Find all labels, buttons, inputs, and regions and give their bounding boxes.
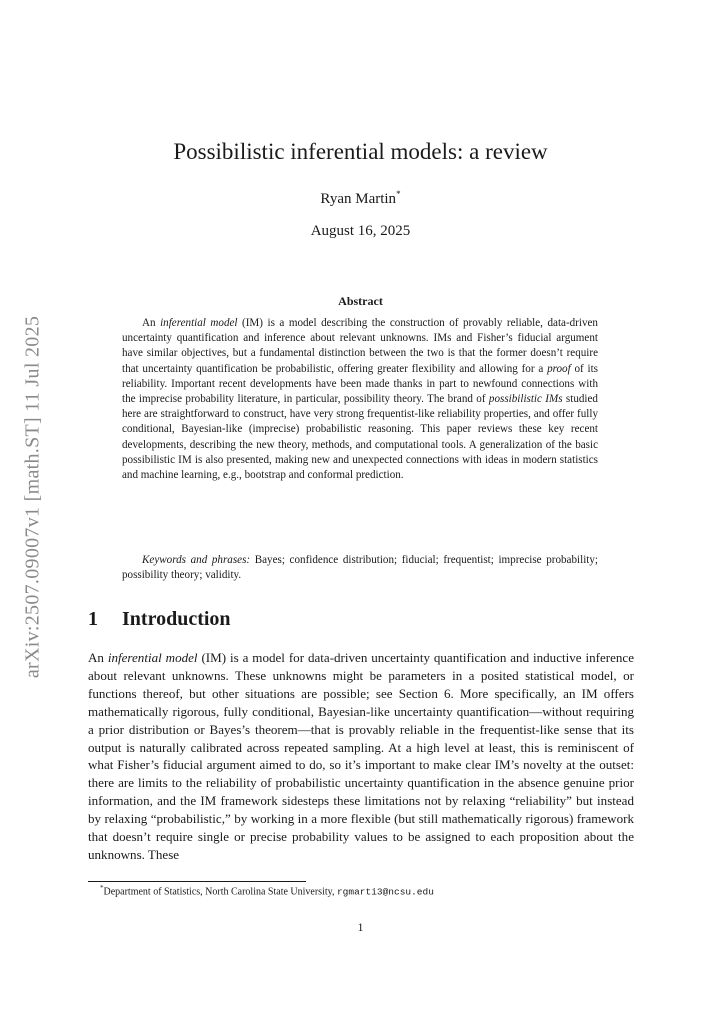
author-footnote-mark: * (396, 189, 401, 199)
arxiv-stamp (16, 292, 50, 702)
intro-text: (IM) is a model for data-driven uncertainty quantification and inductive inference about relevant unknowns. These unknowns might be parameters in a posited statistical model, or functions thereof, but other situations are possible; see Section 6. More specifically, an IM offers mathematically rigorous, fully conditional, Bayesian-like uncertainty quantification—without requiring a prior distribution or Bayes’s theorem—that is provably reliable in the frequentist-like sense that its output is naturally calibrated across repeated sampling. At a high level at least, this is reminiscent of what Fisher’s fiducial argument aimed to do, so it’s important to make clear IM’s novelty at the outset: there are limits to the reliability of probabilistic uncertainty quantification in the absence genuine prior information, and the IM framework sidesteps these limitations not by relaxing “reliability” but instead by relaxing “probabilistic,” by working in a more flexible (but still mathematically rigorous) framework that doesn’t require single or precise probability values to be assigned to each proposition about the unknowns. These (88, 650, 634, 862)
section-title: Introduction (122, 608, 231, 630)
section-number: 1 (88, 608, 98, 630)
paper-date: August 16, 2025 (310, 223, 411, 239)
arxiv-stamp-text: arXiv:2507.09007v1 [math.ST] 11 Jul 2025 (21, 315, 44, 679)
abstract-text: (IM) is a model describing the construction of provably reliable, data-driven uncertainty quantification and inference about relevant unknowns. IMs and Fisher’s fiducial argument have similar objectives, but a fundamental distinction between the two is that the former doesn’t require that uncertainty quantification be probabilistic, offering greater flexibility and allowing for a (122, 317, 598, 375)
abstract-text: An (142, 317, 161, 329)
footnote-rule (88, 881, 306, 882)
intro-paragraph (88, 649, 634, 864)
footnote-email: rgmarti3@ncsu.edu (336, 886, 434, 898)
intro-text: An (88, 650, 108, 665)
paper-title: Possibilistic inferential models: a review (173, 139, 548, 164)
abstract-text: of its reliability. Important recent developments have been made thanks in part to newfound connections with the imprecise probability literature, in particular, possibility theory. The brand of (122, 362, 598, 406)
keywords (122, 553, 598, 583)
author-name: Ryan Martin (320, 191, 397, 207)
abstract-heading: Abstract (338, 294, 383, 308)
intro-emphasis: inferential model (107, 650, 198, 665)
author-line (0, 189, 721, 208)
abstract-emphasis: proof (547, 362, 571, 375)
section-heading (88, 608, 231, 631)
footnote-mark: * (100, 884, 104, 892)
keywords-text: Bayes; confidence distribution; fiducial; frequentist; imprecise probability; possibility theory; validity. (122, 554, 598, 582)
footnote (100, 884, 434, 897)
keywords-label: Keywords and phrases: (142, 554, 251, 566)
abstract-text: studied here are straightforward to construct, have very strong frequentist-like reliability properties, and offer fully conditional, Bayesian-like (imprecise) probabilistic reasoning. This paper reviews these key recent developments, describing the new theory, methods, and computational tools. A generalization of the basic possibilistic IM is also presented, making new and unexpected connections with ideas in modern statistics and machine learning, e.g., bootstrap and conformal prediction. (122, 393, 598, 482)
abstract-emphasis: inferential model (160, 317, 238, 329)
abstract-emphasis: possibilistic IMs (488, 393, 563, 406)
page-number: 1 (357, 920, 364, 934)
abstract-body (122, 316, 598, 483)
footnote-text: Department of Statistics, North Carolina State University, (103, 886, 337, 898)
